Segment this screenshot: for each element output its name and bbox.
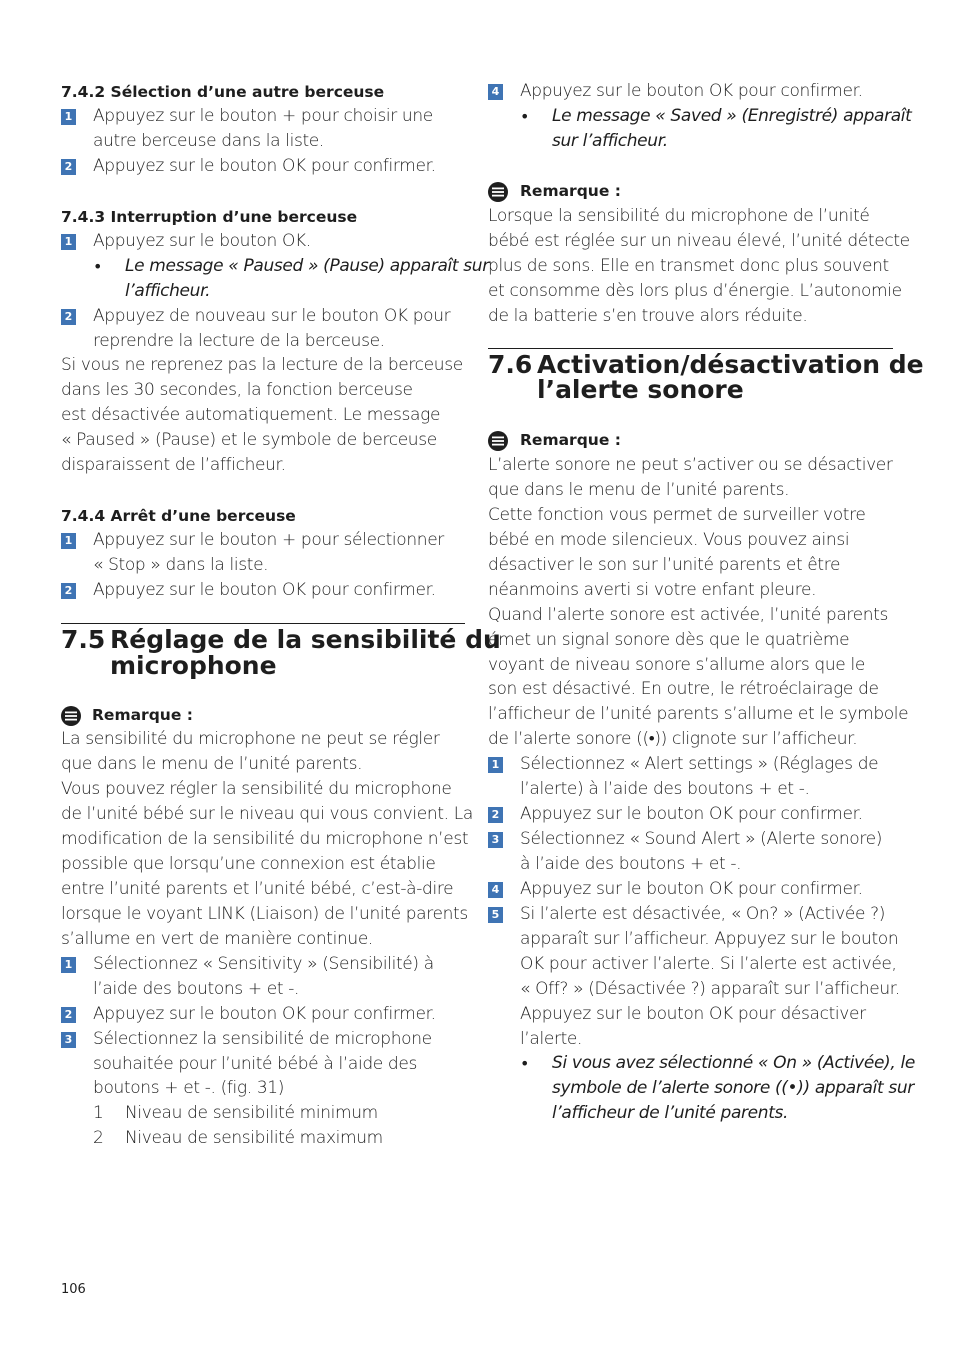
note-icon (488, 431, 508, 451)
paragraph-line: « Paused » (Pause) et le symbole de berceuse (61, 430, 437, 450)
note-icon (488, 182, 508, 202)
paragraph-line: lorsque le voyant LINK (Liaison) de l’unité parents (61, 904, 468, 924)
step-text: Appuyez sur le bouton + pour choisir une (93, 106, 433, 126)
paragraph-line: bébé en mode silencieux. Vous pouvez ainsi (488, 530, 850, 550)
step-text: l’alerte. (520, 1029, 583, 1049)
step-text: l’alerte) à l’aide des boutons + et -. (520, 779, 810, 799)
sublist-number: 1 (93, 1103, 104, 1123)
step-text: « Off? » (Désactivée ?) apparaît sur l’afficheur. (520, 979, 900, 999)
paragraph-line: L’alerte sonore ne peut s’activer ou se désactiver (488, 455, 893, 475)
step-text: boutons + et -. (fig. 31) (93, 1078, 285, 1098)
note-icon (61, 706, 81, 726)
step-text: autre berceuse dans la liste. (93, 131, 324, 151)
note-label: Remarque : (92, 706, 193, 724)
step-number: 2 (61, 583, 76, 599)
paragraph-line: de l’alerte sonore ((•)) clignote sur l’afficheur. (488, 729, 858, 749)
step-text: OK pour activer l’alerte. Si l’alerte est activée, (520, 954, 897, 974)
section-rule (488, 348, 893, 349)
paragraph-line: son est désactivé. En outre, le rétroéclairage de (488, 679, 879, 699)
step-number: 2 (61, 159, 76, 175)
sublist-text: Niveau de sensibilité minimum (125, 1103, 378, 1123)
paragraph-line: Lorsque la sensibilité du microphone de l’unité (488, 206, 870, 226)
step-number: 1 (61, 234, 76, 250)
step-text: Sélectionnez « Sensitivity » (Sensibilité) à (93, 954, 434, 974)
paragraph-line: est désactivée automatiquement. Le message (61, 405, 441, 425)
paragraph-line: Cette fonction vous permet de surveiller votre (488, 505, 866, 525)
step-text: Appuyez sur le bouton OK pour confirmer. (520, 804, 863, 824)
step-text: l’aide des boutons + et -. (93, 979, 300, 999)
bullet: • (93, 257, 103, 276)
bullet: • (520, 107, 530, 126)
step-text: Appuyez de nouveau sur le bouton OK pour (93, 306, 451, 326)
step-number: 1 (488, 757, 503, 773)
paragraph-line: et consomme dès lors plus d’énergie. L’autonomie (488, 281, 902, 301)
step-text: Appuyez sur le bouton OK pour confirmer. (93, 1004, 436, 1024)
step-text: Appuyez sur le bouton OK pour désactiver (520, 1004, 866, 1024)
step-number: 2 (61, 309, 76, 325)
section-7-4-2-title: 7.4.2 Sélection d’une autre berceuse (61, 83, 385, 101)
bullet-text: sur l’afficheur. (552, 131, 668, 151)
step-text: « Stop » dans la liste. (93, 555, 269, 575)
step-number: 3 (488, 832, 503, 848)
bullet-text: Si vous avez sélectionné « On » (Activée), le (552, 1053, 915, 1073)
paragraph-line: bébé est réglée sur un niveau élevé, l’unité détecte (488, 231, 910, 251)
bullet: • (520, 1054, 530, 1073)
sublist-number: 2 (93, 1128, 104, 1148)
page-number: 106 (61, 1282, 86, 1297)
step-text: à l’aide des boutons + et -. (520, 854, 742, 874)
note-label: Remarque : (520, 182, 621, 200)
paragraph-line: modification de la sensibilité du microphone n’est (61, 829, 469, 849)
paragraph-line: voyant de niveau sonore s’allume alors que le (488, 655, 865, 675)
paragraph-line: plus de sons. Elle en transmet donc plus souvent (488, 256, 889, 276)
section-7-6-title: l’alerte sonore (537, 375, 744, 404)
section-7-6-number: 7.6 (488, 350, 533, 379)
step-text: Sélectionnez la sensibilité de microphone (93, 1029, 432, 1049)
step-text: Appuyez sur le bouton + pour sélectionner (93, 530, 444, 550)
paragraph-line: possible que lorsqu’une connexion est établie (61, 854, 436, 874)
paragraph-line: La sensibilité du microphone ne peut se régler (61, 729, 440, 749)
step-text: Si l’alerte est désactivée, « On? » (Activée ?) (520, 904, 886, 924)
section-7-5-number: 7.5 (61, 625, 106, 654)
step-number: 3 (61, 1032, 76, 1048)
paragraph-line: Quand l’alerte sonore est activée, l’unité parents (488, 605, 889, 625)
paragraph-line: néanmoins averti si votre enfant pleure. (488, 580, 817, 600)
step-text: souhaitée pour l’unité bébé à l’aide des (93, 1054, 417, 1074)
step-text: Appuyez sur le bouton OK pour confirmer. (93, 156, 436, 176)
step-text: Appuyez sur le bouton OK pour confirmer. (93, 580, 436, 600)
paragraph-line: Si vous ne reprenez pas la lecture de la berceuse (61, 355, 463, 375)
paragraph-line: de l’unité bébé sur le niveau qui vous convient. La (61, 804, 473, 824)
section-7-5-title: Réglage de la sensibilité du (110, 625, 501, 654)
note-label: Remarque : (520, 431, 621, 449)
step-text: Appuyez sur le bouton OK pour confirmer. (520, 879, 863, 899)
section-7-4-4-title: 7.4.4 Arrêt d’une berceuse (61, 507, 296, 525)
paragraph-line: désactiver le son sur l’unité parents et être (488, 555, 841, 575)
step-number: 1 (61, 957, 76, 973)
paragraph-line: dans les 30 secondes, la fonction berceuse (61, 380, 413, 400)
step-text: Sélectionnez « Alert settings » (Réglages de (520, 754, 879, 774)
step-text: Sélectionnez « Sound Alert » (Alerte sonore) (520, 829, 883, 849)
paragraph-line: que dans le menu de l’unité parents. (61, 754, 363, 774)
paragraph-line: disparaissent de l’afficheur. (61, 455, 286, 475)
paragraph-line: que dans le menu de l’unité parents. (488, 480, 790, 500)
step-text: Appuyez sur le bouton OK. (93, 231, 311, 251)
step-number: 2 (61, 1007, 76, 1023)
section-rule (61, 623, 465, 624)
step-number: 5 (488, 907, 503, 923)
paragraph-line: Vous pouvez régler la sensibilité du microphone (61, 779, 452, 799)
bullet-text: Le message « Saved » (Enregistré) apparaît (552, 106, 912, 126)
bullet-text: Le message « Paused » (Pause) apparaît sur (125, 256, 489, 276)
bullet-text: l’afficheur. (125, 281, 211, 301)
section-7-5-title: microphone (110, 651, 277, 680)
step-number: 4 (488, 882, 503, 898)
step-text: reprendre la lecture de la berceuse. (93, 331, 385, 351)
bullet-text: symbole de l’alerte sonore ((•)) apparaît sur (552, 1078, 914, 1098)
step-number: 1 (61, 109, 76, 125)
step-text: Appuyez sur le bouton OK pour confirmer. (520, 81, 863, 101)
paragraph-line: l’afficheur de l’unité parents s’allume et le symbole (488, 704, 909, 724)
paragraph-line: entre l’unité parents et l’unité bébé, c’est-à-dire (61, 879, 454, 899)
sublist-text: Niveau de sensibilité maximum (125, 1128, 383, 1148)
step-number: 1 (61, 533, 76, 549)
section-7-4-3-title: 7.4.3 Interruption d’une berceuse (61, 208, 358, 226)
step-text: apparaît sur l’afficheur. Appuyez sur le bouton (520, 929, 899, 949)
paragraph-line: émet un signal sonore dès que le quatrième (488, 630, 850, 650)
step-number: 2 (488, 807, 503, 823)
paragraph-line: s’allume en vert de manière continue. (61, 929, 373, 949)
bullet-text: l’afficheur de l’unité parents. (552, 1103, 789, 1123)
paragraph-line: de la batterie s’en trouve alors réduite. (488, 306, 808, 326)
section-7-6-title: Activation/désactivation de (537, 350, 924, 379)
step-number: 4 (488, 84, 503, 100)
